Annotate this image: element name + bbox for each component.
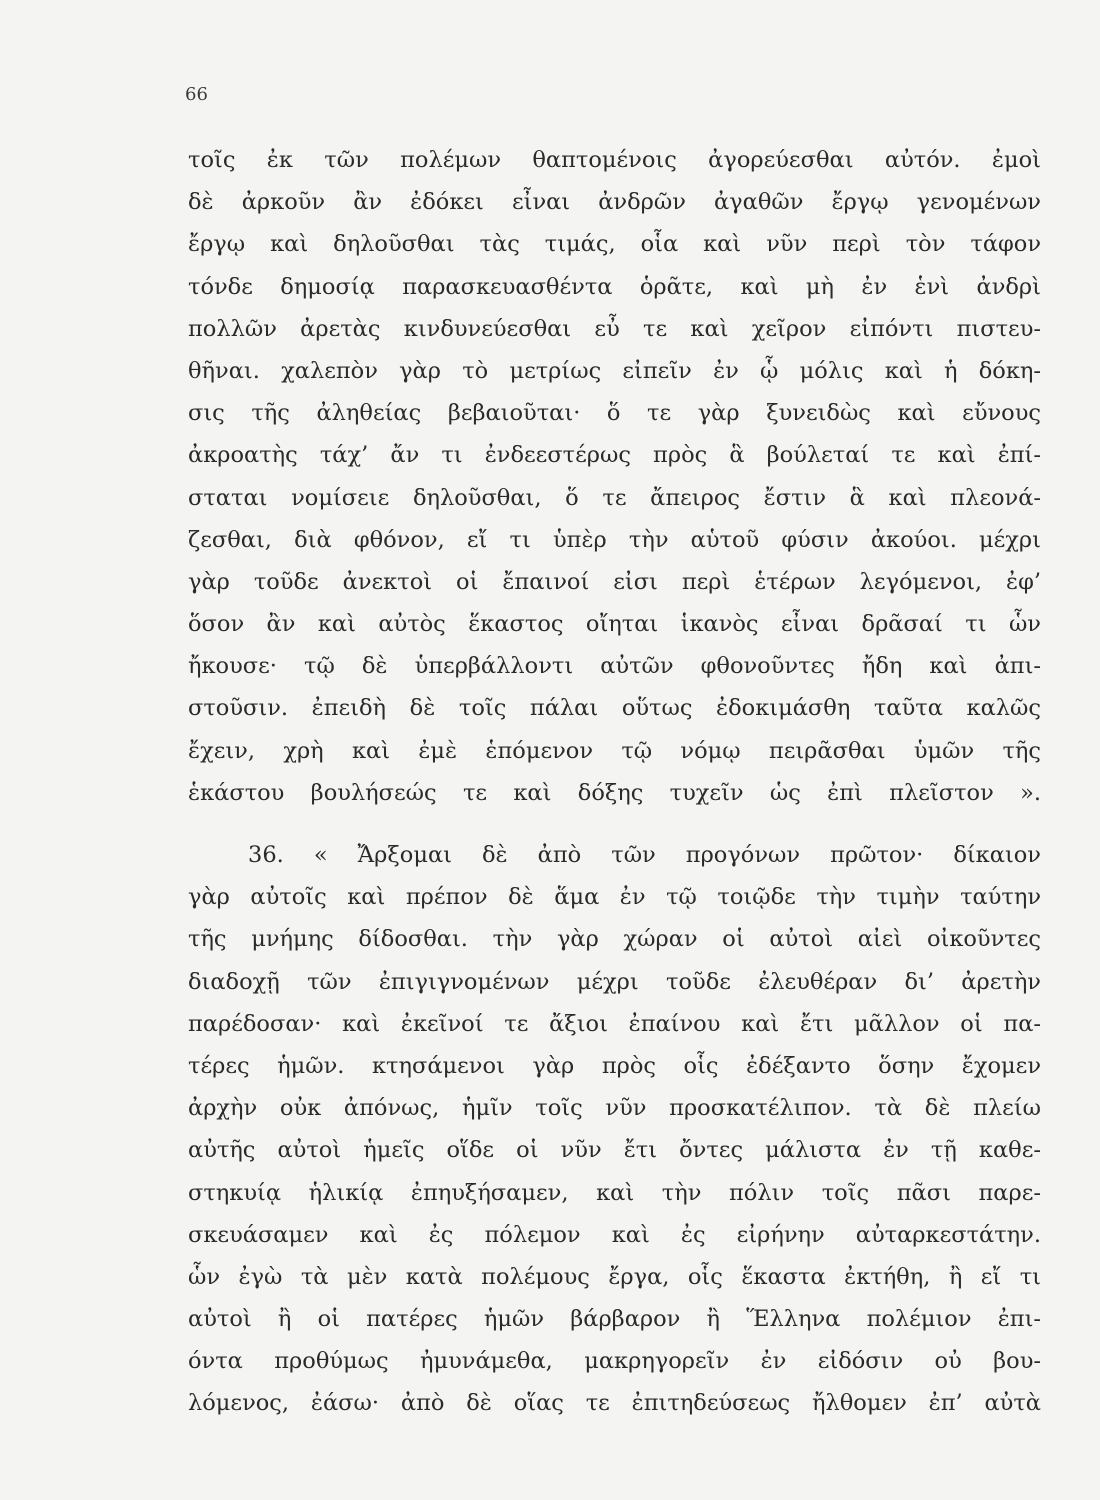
text-line: σις τῆς ἀληθείας βεβαιοῦται· ὅ τε γὰρ ξυνειδὼς καὶ εὔνους: [188, 400, 1041, 427]
text-line: ἤκουσε· τῷ δὲ ὑπερβάλλοντι αὐτῶν φθονοῦντες ἤδη καὶ ἀπι-: [188, 653, 1041, 680]
text-line: 36. « Ἄρξομαι δὲ ἀπὸ τῶν προγόνων πρῶτον· δίκαιον: [248, 842, 1041, 868]
text-line: σταται νομίσειε δηλοῦσθαι, ὅ τε ἄπειρος ἔστιν ἃ καὶ πλεονά-: [188, 484, 1041, 511]
text-line: ἔχειν, χρὴ καὶ ἐμὲ ἑπόμενον τῷ νόμῳ πειρᾶσθαι ὑμῶν τῆς: [188, 737, 1041, 764]
text-line: παρέδοσαν· καὶ ἐκεῖνοί τε ἄξιοι ἐπαίνου καὶ ἔτι μᾶλλον οἱ πα-: [188, 1010, 1041, 1037]
text-line: ὅσον ἂν καὶ αὐτὸς ἕκαστος οἴηται ἱκανὸς εἶναι δρᾶσαί τι ὧν: [188, 611, 1041, 638]
text-line: γὰρ αὐτοῖς καὶ πρέπον δὲ ἅμα ἐν τῷ τοιῷδε τὴν τιμὴν ταύτην: [188, 884, 1041, 911]
paragraph-1: [188, 139, 1041, 814]
text-line: ἑκάστου βουλήσεώς τε καὶ δόξης τυχεῖν ὡς ἐπὶ πλεῖστον ».: [188, 779, 1041, 806]
paragraph-2: [188, 834, 1041, 1425]
text-line: ἔργῳ καὶ δηλοῦσθαι τὰς τιμάς, οἷα καὶ νῦν περὶ τὸν τάφον: [188, 231, 1041, 258]
text-line: τέρες ἡμῶν. κτησάμενοι γὰρ πρὸς οἷς ἐδέξαντο ὅσην ἔχομεν: [188, 1052, 1041, 1079]
text-line: σκευάσαμεν καὶ ἐς πόλεμον καὶ ἐς εἰρήνην αὐταρκεστάτην.: [188, 1221, 1041, 1248]
text-line: όντα προθύμως ἠμυνάμεθα, μακρηγορεῖν ἐν εἰδόσιν οὐ βου-: [188, 1348, 1041, 1375]
text-line: ἀρχὴν οὐκ ἀπόνως, ἡμῖν τοῖς νῦν προσκατέλιπον. τὰ δὲ πλείω: [188, 1095, 1041, 1122]
text-line: τοῖς ἐκ τῶν πολέμων θαπτομένοις ἀγορεύεσθαι αὐτόν. ἐμοὶ: [188, 147, 1041, 173]
text-line: αὐτῆς αὐτοὶ ἡμεῖς οἵδε οἱ νῦν ἔτι ὄντες μάλιστα ἐν τῇ καθε-: [188, 1137, 1041, 1164]
text-line: τῆς μνήμης δίδοσθαι. τὴν γὰρ χώραν οἱ αὐτοὶ αἰεὶ οἰκοῦντες: [188, 926, 1041, 953]
text-line: στοῦσιν. ἐπειδὴ δὲ τοῖς πάλαι οὕτως ἐδοκιμάσθη ταῦτα καλῶς: [188, 695, 1041, 722]
text-line: γὰρ τοῦδε ἀνεκτοὶ οἱ ἔπαινοί εἰσι περὶ ἑτέρων λεγόμενοι, ἐφ’: [188, 568, 1041, 595]
text-line: διαδοχῇ τῶν ἐπιγιγνομένων μέχρι τοῦδε ἐλευθέραν δι’ ἀρετὴν: [188, 968, 1041, 995]
text-line: θῆναι. χαλεπὸν γὰρ τὸ μετρίως εἰπεῖν ἐν ᾧ μόλις καὶ ἡ δόκη-: [188, 357, 1041, 384]
text-line: πολλῶν ἀρετὰς κινδυνεύεσθαι εὖ τε καὶ χεῖρον εἰπόντι πιστευ-: [188, 315, 1041, 342]
text-line: ζεσθαι, διὰ φθόνον, εἴ τι ὑπὲρ τὴν αὑτοῦ φύσιν ἀκούοι. μέχρι: [188, 526, 1041, 553]
text-line: τόνδε δημοσίᾳ παρασκευασθέντα ὁρᾶτε, καὶ μὴ ἐν ἑνὶ ἀνδρὶ: [188, 273, 1041, 300]
page-number: 66: [185, 84, 208, 105]
paragraph-spacer: [188, 814, 1041, 834]
text-line: ὧν ἐγὼ τὰ μὲν κατὰ πολέμους ἔργα, οἷς ἕκαστα ἐκτήθη, ἢ εἴ τι: [188, 1263, 1041, 1290]
text-line: στηκυίᾳ ἡλικίᾳ ἐπηυξήσαμεν, καὶ τὴν πόλιν τοῖς πᾶσι παρε-: [188, 1179, 1041, 1206]
text-line: δὲ ἀρκοῦν ἂν ἐδόκει εἶναι ἀνδρῶν ἀγαθῶν ἔργῳ γενομένων: [188, 189, 1041, 216]
text-line: ἀκροατὴς τάχ’ ἄν τι ἐνδεεστέρως πρὸς ἃ βούλεταί τε καὶ ἐπί-: [188, 442, 1041, 469]
text-line: λόμενος, ἐάσω· ἀπὸ δὲ οἵας τε ἐπιτηδεύσεως ἤλθομεν ἐπ’ αὐτὰ: [188, 1390, 1041, 1417]
text-line: αὐτοὶ ἢ οἱ πατέρες ἡμῶν βάρβαρον ἢ Ἕλληνα πολέμιον ἐπι-: [188, 1306, 1041, 1333]
body-text: [188, 139, 1041, 1425]
